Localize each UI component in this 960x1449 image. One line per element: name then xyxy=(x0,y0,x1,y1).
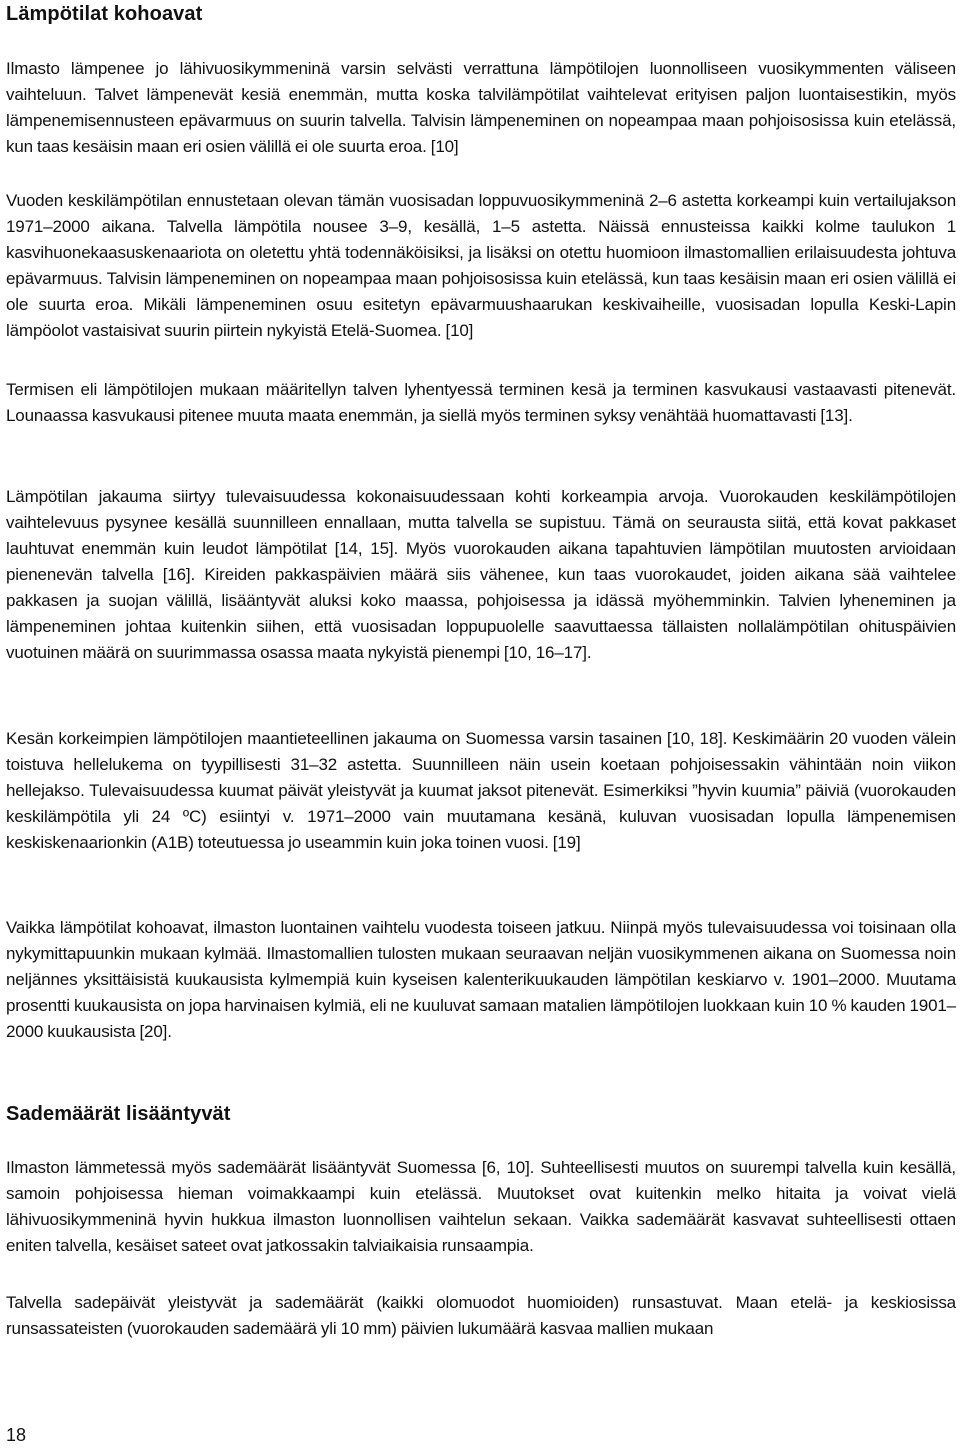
paragraph: Ilmaston lämmetessä myös sademäärät lisääntyvät Suomessa [6, 10]. Suhteellisesti muutos on suurempi talvella kuin kesällä, samoin pohjoisessa hieman voimakkaampi kuin etelässä. Muutokset ovat kuitenkin melko hitaita ja voivat vielä lähivuosikymmeninä hyvin hukkua ilmaston luonnollisen vaihtelun sekaan. Vaikka sademäärät kasvavat suhteellisesti ottaen eniten talvella, kesäiset sateet ovat jatkossakin talviaikaisia runsaampia. xyxy=(6,1158,956,1255)
paragraph: Vuoden keskilämpötilan ennustetaan olevan tämän vuosisadan loppuvuosikymmeninä 2–6 astetta korkeampi kuin vertailujakson 1971–2000 aikana. Talvella lämpötila nousee 3–9, kesällä, 1–5 astetta. Näissä ennusteissa kaikki kolme taulukon 1 kasvihuonekaasuskenaariota on oletettu yhtä todennäköisiksi, ja lisäksi on otettu huomioon ilmastomallien erilaisuudesta johtuva epävarmuus. Talvisin lämpeneminen on nopeampaa maan pohjoisosissa kuin etelässä, kun taas kesäisin maan eri osien välillä ei ole suurta eroa. Mikäli lämpeneminen osuu esitetyn epävarmuushaarukan keskivaiheille, vuosisadan lopulla Keski-Lapin lämpöolot vastaisivat suurin piirtein nykyistä Etelä-Suomea. [10] xyxy=(6,191,956,340)
paragraph: Lämpötilan jakauma siirtyy tulevaisuudessa kokonaisuudessaan kohti korkeampia arvoja. Vuorokauden keskilämpötilojen vaihtelevuus pysynee kesällä suunnilleen ennallaan, mutta talvella se supistuu. Tämä on seurausta siitä, että kovat pakkaset lauhtuvat enemmän kuin leudot lämpötilat [14, 15]. Myös vuorokauden aikana tapahtuvien lämpötilan muutosten arvioidaan pienenevän talvella [16]. Kireiden pakkaspäivien määrä siis vähenee, kun taas vuorokaudet, joiden aikana sää vaihtelee pakkasen ja suojan välillä, lisääntyvät aluksi koko maassa, pohjoisessa ja idässä myöhemminkin. Talvien lyheneminen ja lämpeneminen johtaa kuitenkin siihen, että vuosisadan loppupuolelle saavuttaessa tällaisten nollalämpötilan ohituspäivien vuotuinen määrä on suurimmassa osassa maata nykyistä pienempi [10, 16–17]. xyxy=(6,487,956,662)
section-heading-precipitation: Sademäärät lisääntyvät xyxy=(6,1103,231,1125)
section-heading-temperatures: Lämpötilat kohoavat xyxy=(6,3,203,25)
paragraph: Kesän korkeimpien lämpötilojen maantieteellinen jakauma on Suomessa varsin tasainen [10, 18]. Keskimäärin 20 vuoden välein toistuva hellelukema on tyypillisesti 31–32 astetta. Suunnilleen näin usein koetaan pohjoisessakin vähintään noin viikon hellejakso. Tulevaisuudessa kuumat päivät yleistyvät ja kuumat jaksot pitenevät. Esimerkiksi ”hyvin kuumia” päiviä (vuorokauden keskilämpötila yli 24 ºC) esiintyi v. 1971–2000 vain muutamana kesänä, kuluvan vuosisadan lopulla lämpenemisen keskiskenaarionkin (A1B) toteutuessa jo useammin kuin joka toinen vuosi. [19] xyxy=(6,729,956,852)
paragraph: Talvella sadepäivät yleistyvät ja sademäärät (kaikki olomuodot huomioiden) runsastuvat. Maan etelä- ja keskiosissa runsassateisten (vuorokauden sademäärä yli 10 mm) päivien lukumäärä kasvaa mallien mukaan xyxy=(6,1293,956,1338)
page-number: 18 xyxy=(6,1425,27,1445)
paragraph: Ilmasto lämpenee jo lähivuosikymmeninä varsin selvästi verrattuna lämpötilojen luonnolliseen vuosikymmenten väliseen vaihteluun. Talvet lämpenevät kesiä enemmän, mutta koska talvilämpötilat vaihtelevat erityisen paljon luontaisestikin, myös lämpenemisennusteen epävarmuus on suurin talvella. Talvisin lämpeneminen on nopeampaa maan pohjoisosissa kuin etelässä, kun taas kesäisin maan eri osien välillä ei ole suurta eroa. [10] xyxy=(6,59,956,156)
paragraph: Termisen eli lämpötilojen mukaan määritellyn talven lyhentyessä terminen kesä ja terminen kasvukausi vastaavasti pitenevät. Lounaassa kasvukausi pitenee muuta maata enemmän, ja siellä myös terminen syksy venähtää huomattavasti [13]. xyxy=(6,380,956,425)
paragraph: Vaikka lämpötilat kohoavat, ilmaston luontainen vaihtelu vuodesta toiseen jatkuu. Niinpä myös tulevaisuudessa voi toisinaan olla nykymittapuunkin mukaan kylmää. Ilmastomallien tulosten mukaan seuraavan neljän vuosikymmenen aikana on Suomessa noin neljännes yksittäisistä kuukausista kylmempiä kuin kyseisen kalenterikuukauden lämpötilan keskiarvo v. 1901–2000. Muutama prosentti kuukausista on jopa harvinaisen kylmiä, eli ne kuuluvat samaan matalien lämpötilojen luokkaan kuin 10 % kauden 1901–2000 kuukausista [20]. xyxy=(6,918,956,1041)
document-page xyxy=(6,0,958,1449)
